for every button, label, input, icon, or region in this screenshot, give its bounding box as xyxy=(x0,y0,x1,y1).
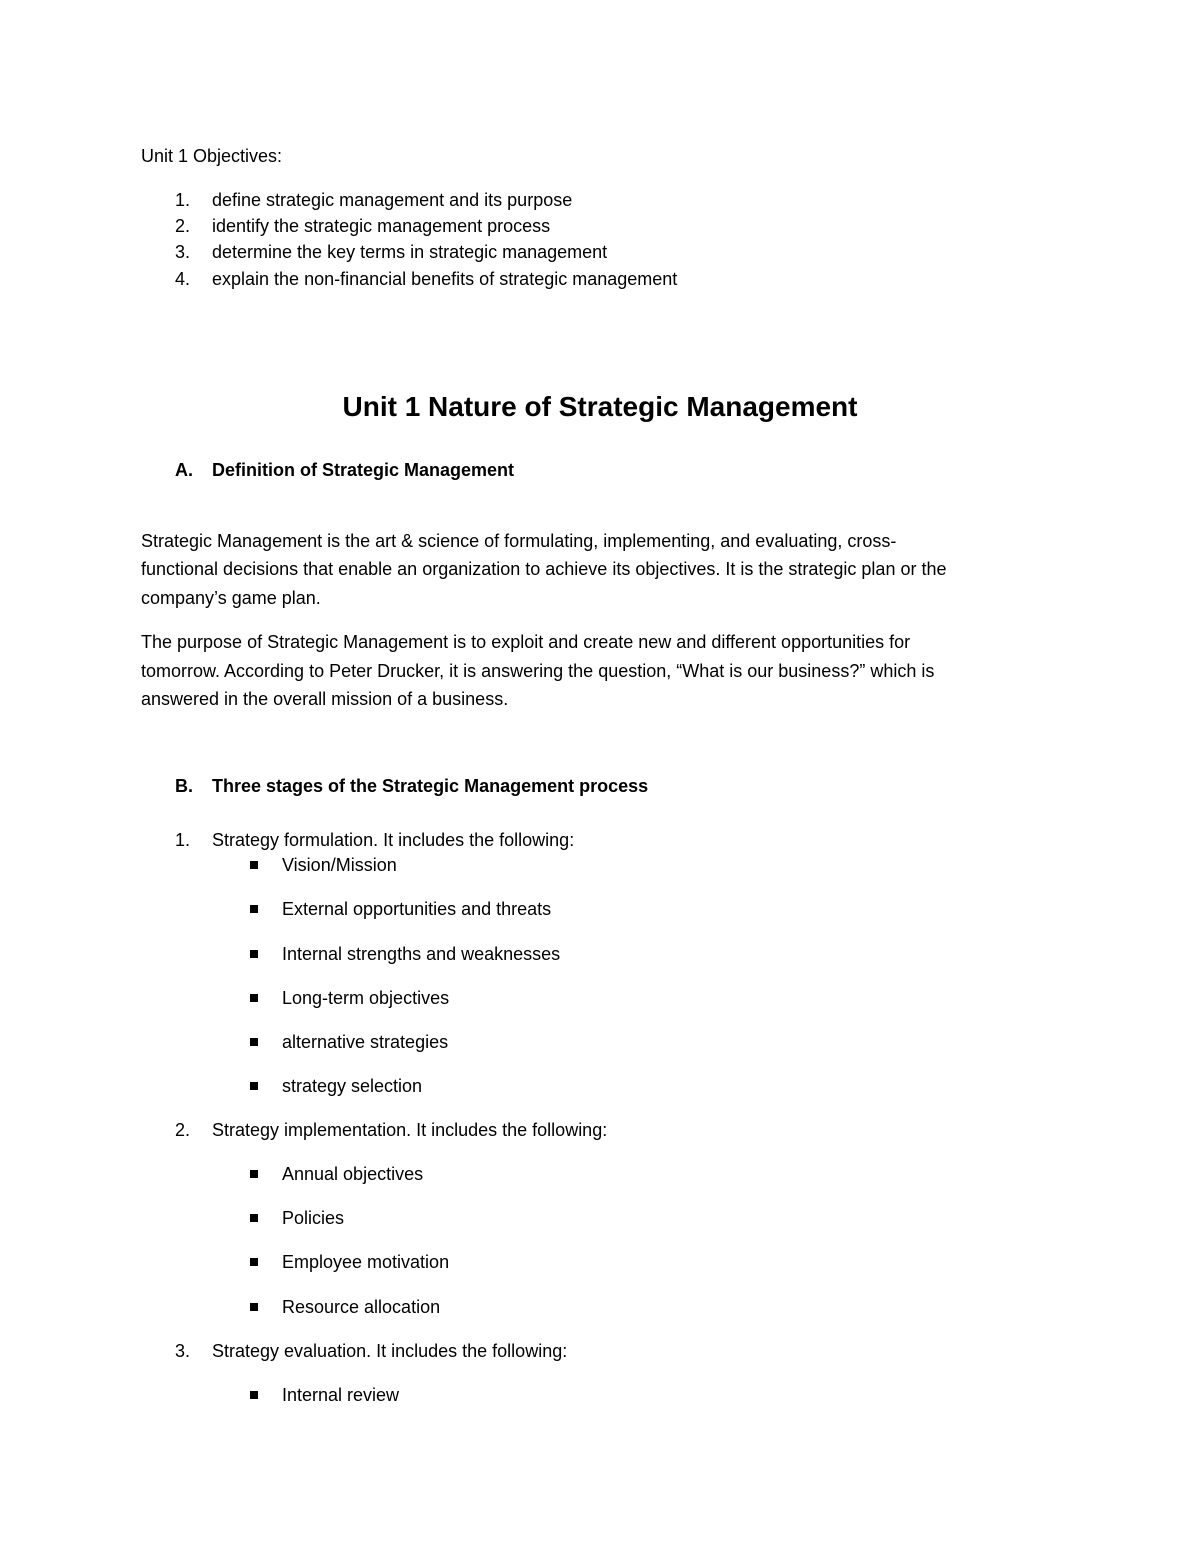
square-bullet-icon xyxy=(250,994,258,1002)
paragraph-line: functional decisions that enable an organization to achieve its objectives. It is the strategic plan or the xyxy=(141,559,947,579)
list-item: Annual objectives xyxy=(282,1164,424,1184)
objective-item: define strategic management and its purpose xyxy=(212,190,573,210)
square-bullet-icon xyxy=(250,1303,258,1311)
square-bullet-icon xyxy=(250,861,258,869)
stage-heading: Strategy formulation. It includes the following: xyxy=(212,830,575,850)
paragraph-line: tomorrow. According to Peter Drucker, it is answering the question, “What is our business?” which is xyxy=(141,661,935,681)
paragraph-line: company’s game plan. xyxy=(141,588,321,608)
section-heading: Three stages of the Strategic Management process xyxy=(212,776,649,796)
paragraph-line: The purpose of Strategic Management is to exploit and create new and different opportunities for xyxy=(141,632,911,652)
list-item: Employee motivation xyxy=(282,1252,450,1272)
list-item: Resource allocation xyxy=(282,1297,441,1317)
stage-heading: Strategy evaluation. It includes the following: xyxy=(212,1341,568,1361)
list-item: alternative strategies xyxy=(282,1032,449,1052)
section-heading: Definition of Strategic Management xyxy=(212,460,515,480)
square-bullet-icon xyxy=(250,1214,258,1222)
objective-number: 2. xyxy=(175,216,191,236)
square-bullet-icon xyxy=(250,1170,258,1178)
square-bullet-icon xyxy=(250,1082,258,1090)
objective-number: 3. xyxy=(175,242,191,262)
stage-heading: Strategy implementation. It includes the following: xyxy=(212,1120,608,1140)
stage-number: 3. xyxy=(175,1341,191,1361)
objectives-heading: Unit 1 Objectives: xyxy=(141,146,283,166)
objective-item: identify the strategic management process xyxy=(212,216,551,236)
list-item: Internal review xyxy=(282,1385,400,1405)
square-bullet-icon xyxy=(250,1038,258,1046)
list-item: External opportunities and threats xyxy=(282,899,552,919)
list-item: Policies xyxy=(282,1208,345,1228)
paragraph-line: Strategic Management is the art & science of formulating, implementing, and evaluating, cross- xyxy=(141,531,897,551)
square-bullet-icon xyxy=(250,950,258,958)
list-item: Vision/Mission xyxy=(282,855,397,875)
list-item: Long-term objectives xyxy=(282,988,450,1008)
list-item: strategy selection xyxy=(282,1076,423,1096)
page-title: Unit 1 Nature of Strategic Management xyxy=(342,391,858,422)
objective-item: explain the non-financial benefits of strategic management xyxy=(212,269,678,289)
objective-item: determine the key terms in strategic management xyxy=(212,242,608,262)
list-item: Internal strengths and weaknesses xyxy=(282,944,561,964)
objective-number: 4. xyxy=(175,269,191,289)
square-bullet-icon xyxy=(250,1258,258,1266)
section-letter: B. xyxy=(175,776,193,796)
stage-number: 2. xyxy=(175,1120,191,1140)
square-bullet-icon xyxy=(250,905,258,913)
section-letter: A. xyxy=(175,460,193,480)
paragraph-line: answered in the overall mission of a business. xyxy=(141,689,509,709)
square-bullet-icon xyxy=(250,1391,258,1399)
objective-number: 1. xyxy=(175,190,191,210)
stage-number: 1. xyxy=(175,830,191,850)
